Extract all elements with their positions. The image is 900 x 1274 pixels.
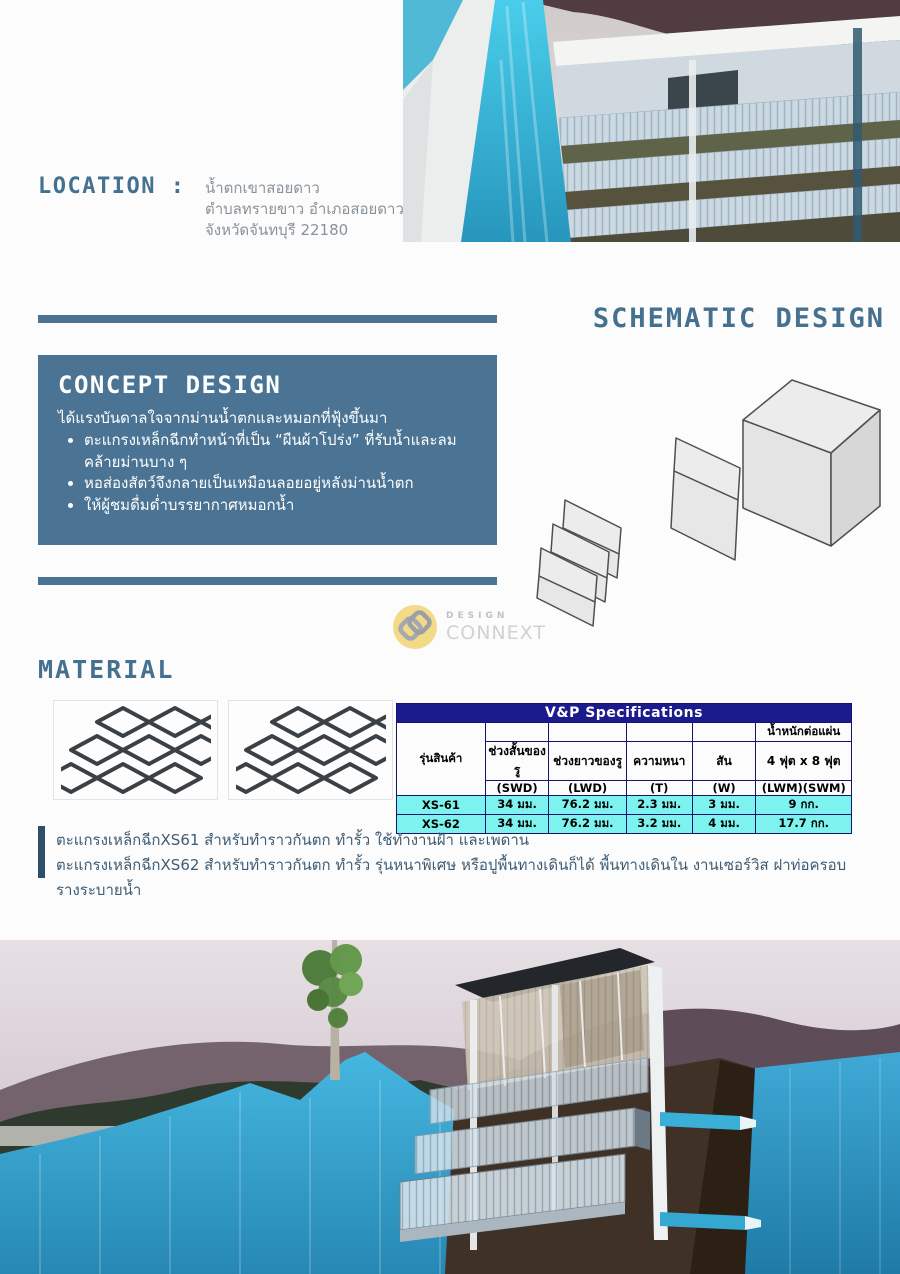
folded-sheet-shape: [671, 438, 740, 560]
concept-bullet-list: [70, 430, 477, 517]
cell-w: 3 มม.: [692, 796, 756, 815]
schematic-design-title: SCHEMATIC DESIGN: [592, 303, 885, 334]
location-address: [205, 178, 404, 241]
cell-weight: 9 กก.: [756, 796, 852, 815]
column-header: สัน: [692, 742, 756, 781]
column-header: [549, 723, 626, 742]
cell-t: 3.2 มม.: [626, 815, 692, 834]
brand-logo: [392, 604, 546, 650]
concept-bullet: • ให้ผู้ชมดื่มด่ำบรรยากาศหมอกน้ำ: [84, 495, 477, 517]
divider-bar-top: [38, 315, 497, 323]
divider-bar-bottom: [38, 577, 497, 585]
interlocked-rings-icon: [392, 604, 438, 650]
mesh-swatch-2: [228, 700, 393, 800]
product-notes: [56, 828, 868, 902]
address-line: จังหวัดจันทบุรี 22180: [205, 221, 349, 239]
note-line: ตะแกรงเหล็กฉีกXS62 สำหรับทำราวกันตก ทำรั้ว รุ่นหนาพิเศษ หรือปูพื้นทางเดินก็ได้ พื้นทางเดินใน งานเซอร์วิส ฝาท่อครอบรางระบายน้ำ: [56, 855, 847, 899]
cell-swd: 34 มม.: [485, 796, 549, 815]
note-accent-bar: [38, 826, 45, 878]
cell-model: XS-61: [397, 796, 486, 815]
schematic-diagram: [530, 358, 895, 650]
column-header: [485, 723, 549, 742]
address-line: น้ำตกเขาสอยดาว: [205, 179, 320, 197]
table-title: V&P Specifications: [397, 704, 852, 723]
cell-t: 2.3 มม.: [626, 796, 692, 815]
location-label: LOCATION :: [38, 174, 186, 199]
material-title: MATERIAL: [38, 655, 175, 684]
hero-render-bottom: [0, 940, 900, 1274]
concept-bullet: • ตะแกรงเหล็กฉีกทำหน้าที่เป็น “ผืนผ้าโปร่ง” ที่รับน้ำและลม คล้ายม่านบาง ๆ: [84, 430, 477, 474]
concept-design-title: CONCEPT DESIGN: [58, 371, 282, 399]
column-header-model: รุ่นสินค้า: [397, 723, 486, 796]
column-header: ช่วงยาวของรู: [549, 742, 626, 781]
cell-lwd: 76.2 มม.: [549, 796, 626, 815]
concept-intro-text: ได้แรงบันดาลใจจากม่านน้ำตกและหมอกที่ฟุ้งขึ้นมา: [58, 409, 388, 427]
column-header: 4 ฟุต x 8 ฟุต: [756, 742, 852, 781]
column-header: (T): [626, 781, 692, 796]
brand-name-bottom: CONNEXT: [446, 621, 546, 644]
mesh-swatch-1: [53, 700, 218, 800]
column-header: (LWD): [549, 781, 626, 796]
spec-table: [396, 703, 852, 834]
column-header: [626, 723, 692, 742]
cell-lwd: 76.2 มม.: [549, 815, 626, 834]
expanded-metal-mesh-icon: [61, 702, 211, 798]
column-header: (LWM)(SWM): [756, 781, 852, 796]
stacked-sheets-shape: [537, 500, 621, 626]
column-header: ช่วงสั้นของรู: [485, 742, 549, 781]
cell-weight: 17.7 กก.: [756, 815, 852, 834]
column-header: (W): [692, 781, 756, 796]
hero-render-top: [403, 0, 900, 242]
address-line: ตำบลทรายขาว อำเภอสอยดาว: [205, 200, 404, 218]
concept-bullet: • หอส่องสัตว์จึงกลายเป็นเหมือนลอยอยู่หลังม่านน้ำตก: [84, 473, 477, 495]
box-shape: [743, 380, 880, 546]
column-header: ความหนา: [626, 742, 692, 781]
note-line: ตะแกรงเหล็กฉีกXS61 สำหรับทำราวกันตก ทำรั้ว ใช้ทำงานฝ้า และเพดาน: [56, 831, 530, 849]
table-row: [397, 796, 852, 815]
cell-swd: 34 มม.: [485, 815, 549, 834]
concept-design-box: [38, 355, 497, 545]
column-header: น้ำหนักต่อแผ่น: [756, 723, 852, 742]
cell-model: XS-62: [397, 815, 486, 834]
cell-w: 4 มม.: [692, 815, 756, 834]
brand-name-top: DESIGN: [446, 610, 509, 621]
column-header: [692, 723, 756, 742]
expanded-metal-mesh-icon: [236, 702, 386, 798]
column-header: (SWD): [485, 781, 549, 796]
